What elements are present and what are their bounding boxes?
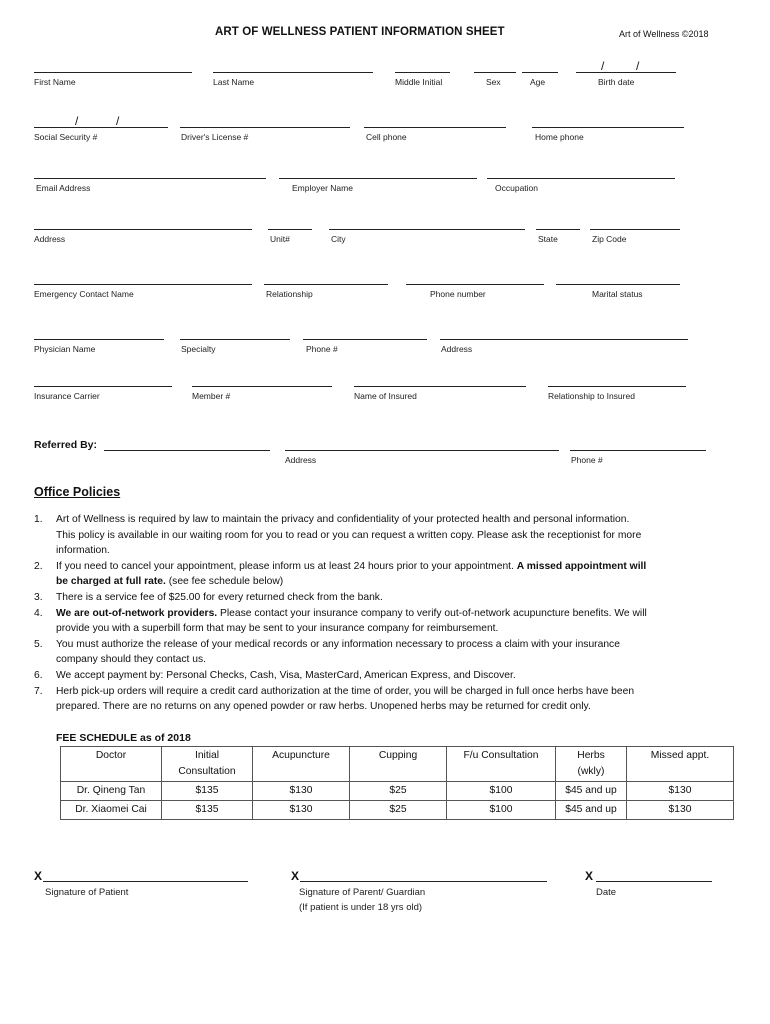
first-name-label: First Name [34, 77, 76, 87]
table-row [61, 782, 734, 801]
table-cell: $130 [253, 801, 350, 820]
column-header: Cupping [350, 747, 447, 782]
unit-field[interactable] [268, 229, 312, 230]
column-header: Missed appt. [627, 747, 734, 782]
table-cell: $25 [350, 782, 447, 801]
phone-number-label: Phone number [430, 289, 486, 299]
policy-text: We accept payment by: Personal Checks, Cash, Visa, MasterCard, American Express, and Discover. [56, 669, 516, 681]
employer-name-label: Employer Name [292, 183, 353, 193]
table-cell: $130 [627, 801, 734, 820]
insurance-carrier-label: Insurance Carrier [34, 391, 100, 401]
page-title: ART OF WELLNESS PATIENT INFORMATION SHEET [215, 26, 505, 38]
age-label: Age [530, 77, 546, 87]
relationship-field[interactable] [264, 284, 388, 285]
guardian-signature-label: Signature of Parent/ Guardian [299, 887, 426, 898]
table-header-row [61, 747, 734, 782]
column-header: F/u Consultation [447, 747, 556, 782]
policy-text: information. [56, 545, 110, 557]
name-of-insured-label: Name of Insured [354, 391, 417, 401]
birth-date-label: Birth date [598, 77, 635, 87]
patient-signature-field[interactable] [43, 881, 248, 882]
date-field[interactable] [596, 881, 712, 882]
specialty-field[interactable] [180, 339, 290, 340]
occupation-label: Occupation [495, 183, 538, 193]
policy-text: This policy is available in our waiting room for you to read or you can request a written copy. Please ask the receptionist for more [56, 529, 642, 541]
relationship-to-insured-field[interactable] [548, 386, 686, 387]
table-cell: $45 and up [556, 801, 627, 820]
policy-text: Art of Wellness is required by law to maintain the privacy and confidentiality of your protected health and personal information. [56, 514, 630, 525]
policy-item [34, 668, 726, 684]
column-header: Acupuncture [253, 747, 350, 782]
date-label: Date [596, 887, 617, 898]
referred-phone-label: Phone # [571, 455, 603, 465]
policy-text: prepared. There are no returns on any opened powder or raw herbs. Unopened herbs may be returned for credit only. [56, 701, 591, 713]
policy-item [34, 559, 726, 590]
drivers-license-field[interactable] [180, 127, 350, 128]
column-header: Initial Consultation [162, 747, 253, 782]
state-field[interactable] [536, 229, 580, 230]
table-cell: $130 [627, 782, 734, 801]
state-label: State [538, 234, 558, 244]
home-phone-label: Home phone [535, 132, 584, 142]
policy-item [34, 512, 726, 559]
last-name-label: Last Name [213, 77, 255, 87]
table-cell: $100 [447, 782, 556, 801]
table-cell: $25 [350, 801, 447, 820]
specialty-label: Specialty [181, 344, 216, 354]
policy-text: You must authorize the release of your medical records or any information necessary to process a claim with your insurance [56, 638, 620, 650]
policy-number: 7. [34, 685, 43, 697]
employer-name-field[interactable] [279, 178, 477, 179]
physician-phone-field[interactable] [303, 339, 427, 340]
emergency-contact-field[interactable] [34, 284, 252, 285]
referred-by-field[interactable] [104, 450, 270, 451]
policy-text: (see fee schedule below) [165, 576, 284, 588]
copyright-text: Art of Wellness ©2018 [619, 29, 709, 39]
social-security-field[interactable] [34, 127, 168, 128]
member-field[interactable] [192, 386, 332, 387]
patient-signature-x: X [34, 869, 43, 883]
policy-emphasis: A missed appointment will [516, 560, 647, 572]
ssn-slash: / [116, 114, 120, 128]
policy-number: 2. [34, 560, 43, 572]
policy-emphasis: be charged at full rate. [56, 576, 166, 588]
physician-name-field[interactable] [34, 339, 164, 340]
table-cell: Dr. Xiaomei Cai [61, 801, 162, 820]
relationship-to-insured-label: Relationship to Insured [548, 391, 635, 401]
policy-item [34, 590, 726, 606]
relationship-label: Relationship [266, 289, 313, 299]
policy-text: company should they contact us. [56, 654, 206, 666]
referred-phone-field[interactable] [570, 450, 706, 451]
age-field[interactable] [522, 72, 558, 73]
policy-item [34, 637, 726, 668]
zip-code-field[interactable] [590, 229, 680, 230]
policies-heading: Office Policies [34, 485, 121, 499]
last-name-field[interactable] [213, 72, 373, 73]
table-cell: $135 [162, 782, 253, 801]
cell-phone-field[interactable] [364, 127, 506, 128]
table-row [61, 801, 734, 820]
marital-status-field[interactable] [556, 284, 680, 285]
occupation-field[interactable] [487, 178, 675, 179]
name-of-insured-field[interactable] [354, 386, 526, 387]
member-label: Member # [192, 391, 231, 401]
referred-address-label: Address [285, 455, 317, 465]
birth-date-slash: / [636, 59, 640, 73]
date-x: X [585, 869, 594, 883]
emergency-contact-label: Emergency Contact Name [34, 289, 134, 299]
table-cell: $45 and up [556, 782, 627, 801]
policy-text: Please contact your insurance company to verify out-of-network acupuncture benefits. We will [217, 607, 647, 619]
table-cell: $100 [447, 801, 556, 820]
drivers-license-label: Driver's License # [181, 132, 249, 142]
referred-address-field[interactable] [285, 450, 559, 451]
marital-status-label: Marital status [592, 289, 643, 299]
ssn-slash: / [75, 114, 79, 128]
policy-emphasis: We are out-of-network providers. [56, 607, 218, 619]
cell-phone-label: Cell phone [366, 132, 407, 142]
sex-label: Sex [486, 77, 501, 87]
middle-initial-field[interactable] [395, 72, 450, 73]
column-header: Herbs (wkly) [556, 747, 627, 782]
table-cell: $130 [253, 782, 350, 801]
referred-by-label: Referred By: [34, 439, 98, 451]
physician-address-field[interactable] [440, 339, 688, 340]
guardian-signature-x: X [291, 869, 300, 883]
policy-text: There is a service fee of $25.00 for every returned check from the bank. [56, 591, 383, 603]
policy-number: 1. [34, 514, 43, 525]
policy-number: 4. [34, 607, 43, 619]
city-label: City [331, 234, 346, 244]
home-phone-field[interactable] [532, 127, 684, 128]
sex-field[interactable] [474, 72, 516, 73]
physician-phone-label: Phone # [306, 344, 338, 354]
birth-date-slash: / [601, 59, 605, 73]
social-security-label: Social Security # [34, 132, 98, 142]
table-cell: Dr. Qineng Tan [61, 782, 162, 801]
guardian-signature-note: (If patient is under 18 yrs old) [299, 902, 423, 913]
patient-signature-label: Signature of Patient [45, 887, 129, 898]
insurance-carrier-field[interactable] [34, 386, 172, 387]
zip-code-label: Zip Code [592, 234, 627, 244]
city-field[interactable] [329, 229, 525, 230]
email-address-label: Email Address [36, 183, 91, 193]
middle-initial-label: Middle Initial [395, 77, 443, 87]
unit-label: Unit# [270, 234, 290, 244]
policy-number: 3. [34, 591, 43, 603]
fee-schedule-table [60, 746, 734, 820]
physician-address-label: Address [441, 344, 473, 354]
table-cell: $135 [162, 801, 253, 820]
first-name-field[interactable] [34, 72, 192, 73]
policy-text: provide you with a superbill form that may be sent to your insurance company for reimbursement. [56, 623, 499, 635]
email-address-field[interactable] [34, 178, 266, 179]
policy-item [34, 606, 726, 637]
policy-number: 5. [34, 638, 43, 650]
address-field[interactable] [34, 229, 252, 230]
phone-number-field[interactable] [406, 284, 544, 285]
policies-list [34, 512, 726, 715]
policy-text: Herb pick-up orders will require a credit card authorization at the time of order, you will be charged in full once herbs have been [56, 685, 635, 697]
address-label: Address [34, 234, 66, 244]
policy-number: 6. [34, 669, 43, 681]
birth-date-field[interactable] [576, 72, 676, 73]
guardian-signature-field[interactable] [300, 881, 547, 882]
fee-schedule-heading: FEE SCHEDULE as of 2018 [56, 732, 191, 744]
physician-name-label: Physician Name [34, 344, 96, 354]
policy-text: If you need to cancel your appointment, please inform us at least 24 hours prior to your appointment. [56, 560, 517, 572]
column-header: Doctor [61, 747, 162, 782]
policy-item [34, 684, 726, 715]
